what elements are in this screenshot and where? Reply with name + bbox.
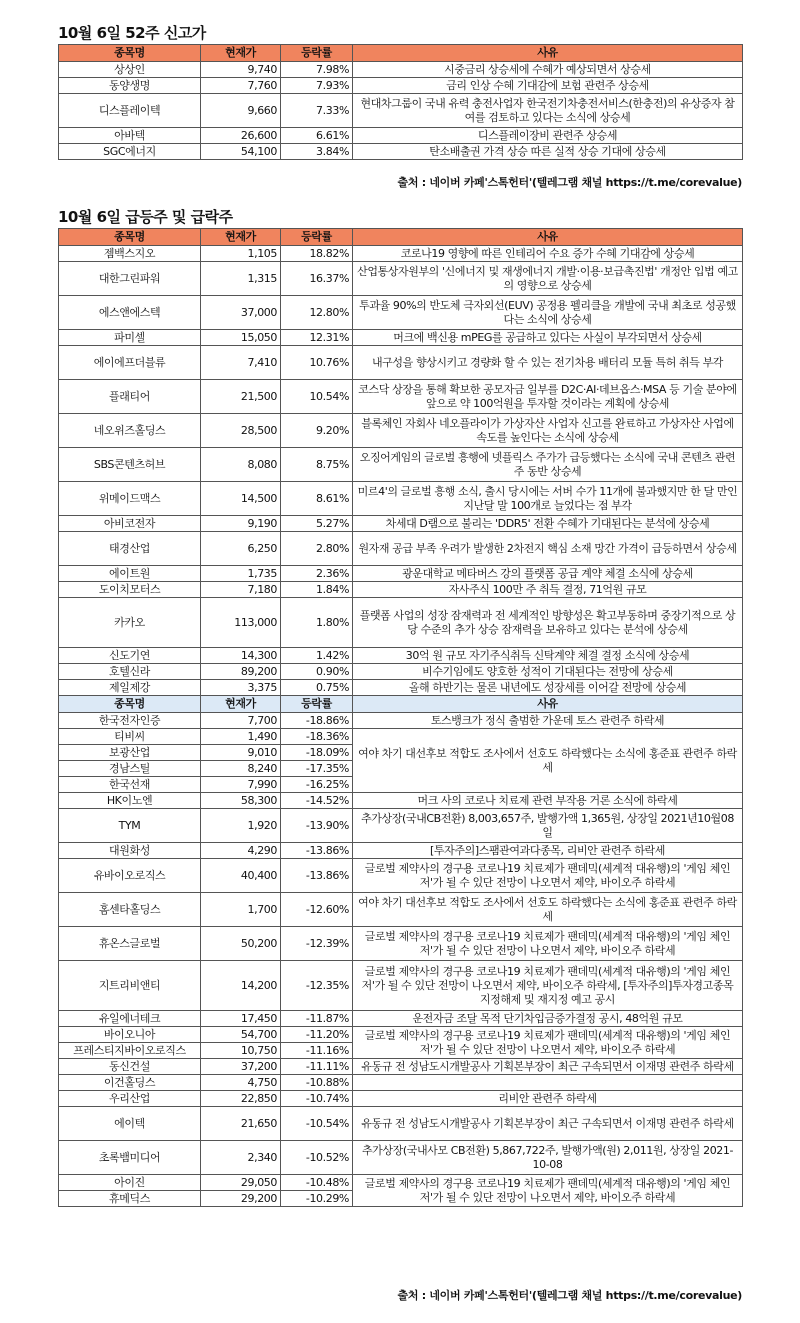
stock-change: 10.76% bbox=[281, 346, 353, 380]
stock-name: HK이노엔 bbox=[59, 793, 201, 809]
stock-reason: 글로벌 제약사의 경구용 코로나19 치료제가 팬데믹(세계적 대유행)의 '게임 체인저'가 될 수 있단 전망이 나오면서 제약, 바이오주 하락세 bbox=[353, 927, 743, 961]
stock-reason: [투자주의]스팸관여과다종목, 리비안 관련주 하락세 bbox=[353, 843, 743, 859]
stock-price: 50,200 bbox=[201, 927, 281, 961]
header-name: 종목명 bbox=[59, 696, 201, 713]
stock-change: 12.31% bbox=[281, 330, 353, 346]
stock-change: 7.33% bbox=[281, 94, 353, 128]
stock-price: 14,500 bbox=[201, 482, 281, 516]
stock-change: -10.29% bbox=[281, 1191, 353, 1207]
section2-title: 10월 6일 급등주 및 급락주 bbox=[58, 208, 233, 226]
stock-name: 도이치모터스 bbox=[59, 582, 201, 598]
stock-name: 에이텍 bbox=[59, 1107, 201, 1141]
table-row bbox=[59, 713, 743, 729]
stock-name: 위메이드맥스 bbox=[59, 482, 201, 516]
stock-change: -13.86% bbox=[281, 859, 353, 893]
stock-reason: 글로벌 제약사의 경구용 코로나19 치료제가 팬데믹(세계적 대유행)의 '게임 체인저'가 될 수 있단 전망이 나오면서 제약, 바이오주 하락세 bbox=[353, 1027, 743, 1059]
stock-price: 28,500 bbox=[201, 414, 281, 448]
stock-name: 에이트원 bbox=[59, 566, 201, 582]
table-row bbox=[59, 78, 743, 94]
stock-name: 프레스티지바이오로직스 bbox=[59, 1043, 201, 1059]
stock-change: 7.93% bbox=[281, 78, 353, 94]
stock-change: -12.39% bbox=[281, 927, 353, 961]
stock-price: 54,700 bbox=[201, 1027, 281, 1043]
table-row bbox=[59, 1027, 743, 1043]
stock-price: 9,010 bbox=[201, 745, 281, 761]
stock-change: 8.75% bbox=[281, 448, 353, 482]
table-row bbox=[59, 961, 743, 1011]
stock-price: 4,750 bbox=[201, 1075, 281, 1091]
stock-price: 22,850 bbox=[201, 1091, 281, 1107]
stock-reason: 코스닥 상장을 통해 확보한 공모자금 일부를 D2C·AI·데브옵스·MSA 등 기술 분야에 앞으로 약 100억원을 투자할 것이라는 계획에 상승세 bbox=[353, 380, 743, 414]
stock-name: SGC에너지 bbox=[59, 144, 201, 160]
stock-reason: 머크 사의 코로나 치료제 관련 부작용 거론 소식에 하락세 bbox=[353, 793, 743, 809]
stock-price: 8,080 bbox=[201, 448, 281, 482]
stock-price: 2,340 bbox=[201, 1141, 281, 1175]
stock-reason: 토스뱅크가 정식 출범한 가운데 토스 관련주 하락세 bbox=[353, 713, 743, 729]
stock-price: 21,500 bbox=[201, 380, 281, 414]
stock-name: 네오위즈홀딩스 bbox=[59, 414, 201, 448]
stock-change: -18.09% bbox=[281, 745, 353, 761]
stock-name: SBS콘텐츠허브 bbox=[59, 448, 201, 482]
stock-reason: 30억 원 규모 자기주식취득 신탁계약 체결 결정 소식에 상승세 bbox=[353, 648, 743, 664]
table-row bbox=[59, 566, 743, 582]
stock-reason: 코로나19 영향에 따른 인테리어 수요 증가 수혜 기대감에 상승세 bbox=[353, 246, 743, 262]
header-price: 현재가 bbox=[201, 696, 281, 713]
stock-reason: 미르4'의 글로벌 흥행 소식, 출시 당시에는 서버 수가 11개에 불과했지만 한 달 만인 지난달 말 100개로 늘었다는 점 부각 bbox=[353, 482, 743, 516]
source-credit: 출처 : 네이버 카페'스톡헌터'(텔레그램 채널 https://t.me/corevalue) bbox=[397, 1289, 742, 1302]
stock-price: 89,200 bbox=[201, 664, 281, 680]
stock-name: 경남스틸 bbox=[59, 761, 201, 777]
stock-change: -12.60% bbox=[281, 893, 353, 927]
stock-change: -13.90% bbox=[281, 809, 353, 843]
table-row bbox=[59, 346, 743, 380]
table-row bbox=[59, 1107, 743, 1141]
stock-price: 7,180 bbox=[201, 582, 281, 598]
stock-reason: 플랫폼 사업의 성장 잠재력과 전 세계적인 방향성은 확고부동하며 중장기적으로 상당 수준의 추가 상승 잠재력을 보유하고 있다는 분석에 상승세 bbox=[353, 598, 743, 648]
stock-change: 1.84% bbox=[281, 582, 353, 598]
stock-reason: 유동규 전 성남도시개발공사 기획본부장이 최근 구속되면서 이재명 관련주 하락세 bbox=[353, 1059, 743, 1075]
stock-name: 젬백스지오 bbox=[59, 246, 201, 262]
stock-reason: 운전자금 조달 목적 단기차입금증가결정 공시, 48억원 규모 bbox=[353, 1011, 743, 1027]
header-name: 종목명 bbox=[59, 229, 201, 246]
stock-change: 2.80% bbox=[281, 532, 353, 566]
stock-reason: 글로벌 제약사의 경구용 코로나19 치료제가 팬데믹(세계적 대유행)의 '게임 체인저'가 될 수 있단 전망이 나오면서 제약, 바이오주 하락세 bbox=[353, 859, 743, 893]
stock-reason: 오징어게임의 글로벌 흥행에 넷플릭스 주가가 급등했다는 소식에 국내 콘텐츠 관련주 동반 상승세 bbox=[353, 448, 743, 482]
stock-price: 21,650 bbox=[201, 1107, 281, 1141]
header-reason: 사유 bbox=[353, 229, 743, 246]
table-row bbox=[59, 532, 743, 566]
stock-reason: 추가상장(국내CB전환) 8,003,657주, 발행가액 1,365원, 상장일 2021년10월08일 bbox=[353, 809, 743, 843]
stock-change: 7.98% bbox=[281, 62, 353, 78]
source-credit: 출처 : 네이버 카페'스톡헌터'(텔레그램 채널 https://t.me/corevalue) bbox=[397, 176, 742, 189]
table-row bbox=[59, 893, 743, 927]
stock-price: 113,000 bbox=[201, 598, 281, 648]
stock-price: 1,920 bbox=[201, 809, 281, 843]
stock-price: 40,400 bbox=[201, 859, 281, 893]
stock-name: 상상인 bbox=[59, 62, 201, 78]
stock-reason: 비수기임에도 양호한 성적이 기대된다는 전망에 상승세 bbox=[353, 664, 743, 680]
table-header bbox=[59, 229, 743, 246]
table-row bbox=[59, 128, 743, 144]
table-header bbox=[59, 45, 743, 62]
table-row bbox=[59, 598, 743, 648]
stock-change: 3.84% bbox=[281, 144, 353, 160]
stock-price: 37,000 bbox=[201, 296, 281, 330]
stock-change: -13.86% bbox=[281, 843, 353, 859]
stock-price: 7,410 bbox=[201, 346, 281, 380]
stock-name: 유일에너테크 bbox=[59, 1011, 201, 1027]
stock-reason: 산업통상자원부의 '신에너지 및 재생에너지 개발·이용·보급촉진법' 개정안 입법 예고의 영향으로 상승세 bbox=[353, 262, 743, 296]
stock-change: 1.42% bbox=[281, 648, 353, 664]
stock-change: 6.61% bbox=[281, 128, 353, 144]
stock-change: -17.35% bbox=[281, 761, 353, 777]
table-row bbox=[59, 414, 743, 448]
stock-reason: 자사주식 100만 주 취득 결정, 71억원 규모 bbox=[353, 582, 743, 598]
stock-name: 티비씨 bbox=[59, 729, 201, 745]
table-row bbox=[59, 94, 743, 128]
stock-price: 9,190 bbox=[201, 516, 281, 532]
stock-name: 태경산업 bbox=[59, 532, 201, 566]
stock-reason: 리비안 관련주 하락세 bbox=[353, 1091, 743, 1107]
table-row bbox=[59, 516, 743, 532]
stock-name: 에스앤에스텍 bbox=[59, 296, 201, 330]
stock-name: 동신건설 bbox=[59, 1059, 201, 1075]
stock-reason: 광운대학교 메타버스 강의 플랫폼 공급 계약 체결 소식에 상승세 bbox=[353, 566, 743, 582]
stock-reason: 추가상장(국내사모 CB전환) 5,867,722주, 발행가액(원) 2,011원, 상장일 2021-10-08 bbox=[353, 1141, 743, 1175]
stock-price: 37,200 bbox=[201, 1059, 281, 1075]
table-row bbox=[59, 729, 743, 745]
table-subheader bbox=[59, 696, 743, 713]
surge-plunge-table bbox=[58, 228, 743, 1207]
stock-name: 유바이오로직스 bbox=[59, 859, 201, 893]
table-row bbox=[59, 330, 743, 346]
stock-change: -16.25% bbox=[281, 777, 353, 793]
stock-change: 0.90% bbox=[281, 664, 353, 680]
stock-price: 7,990 bbox=[201, 777, 281, 793]
table-row bbox=[59, 1175, 743, 1191]
stock-change: 10.54% bbox=[281, 380, 353, 414]
stock-name: 한국전자인증 bbox=[59, 713, 201, 729]
stock-price: 14,200 bbox=[201, 961, 281, 1011]
stock-reason: 글로벌 제약사의 경구용 코로나19 치료제가 팬데믹(세계적 대유행)의 '게임 체인저'가 될 수 있단 전망이 나오면서 제약, 바이오주 하락세 bbox=[353, 1175, 743, 1207]
stock-reason: 투과율 90%의 반도체 극자외선(EUV) 공정용 펠리클을 개발에 국내 최초로 성공했다는 소식에 상승세 bbox=[353, 296, 743, 330]
stock-name: 바이오니아 bbox=[59, 1027, 201, 1043]
stock-reason bbox=[353, 1075, 743, 1091]
stock-price: 7,700 bbox=[201, 713, 281, 729]
header-change: 등락률 bbox=[281, 229, 353, 246]
stock-price: 1,315 bbox=[201, 262, 281, 296]
stock-reason: 디스플레이장비 관련주 상승세 bbox=[353, 128, 743, 144]
table-row bbox=[59, 1011, 743, 1027]
stock-change: 16.37% bbox=[281, 262, 353, 296]
stock-change: 18.82% bbox=[281, 246, 353, 262]
stock-reason: 글로벌 제약사의 경구용 코로나19 치료제가 팬데믹(세계적 대유행)의 '게임 체인저'가 될 수 있단 전망이 나오면서 제약, 바이오주 하락세, [투자주의]투자경고종목 지정해제 및 재지정 예고 공시 bbox=[353, 961, 743, 1011]
table-row bbox=[59, 582, 743, 598]
header-reason: 사유 bbox=[353, 45, 743, 62]
stock-price: 1,700 bbox=[201, 893, 281, 927]
table-row bbox=[59, 809, 743, 843]
table-row bbox=[59, 448, 743, 482]
stock-reason: 여야 차기 대선후보 적합도 조사에서 선호도 하락했다는 소식에 홍준표 관련주 하락세 bbox=[353, 729, 743, 793]
table-row bbox=[59, 859, 743, 893]
stock-name: TYM bbox=[59, 809, 201, 843]
stock-name: 보광산업 bbox=[59, 745, 201, 761]
table-row bbox=[59, 1059, 743, 1075]
stock-price: 29,200 bbox=[201, 1191, 281, 1207]
stock-price: 26,600 bbox=[201, 128, 281, 144]
stock-price: 8,240 bbox=[201, 761, 281, 777]
stock-change: -10.48% bbox=[281, 1175, 353, 1191]
stock-reason: 원자재 공급 부족 우려가 발생한 2차전지 핵심 소재 망간 가격이 급등하면서 상승세 bbox=[353, 532, 743, 566]
stock-reason: 금리 인상 수혜 기대감에 보험 관련주 상승세 bbox=[353, 78, 743, 94]
stock-price: 9,660 bbox=[201, 94, 281, 128]
table-row bbox=[59, 380, 743, 414]
stock-name: 아이진 bbox=[59, 1175, 201, 1191]
stock-price: 9,740 bbox=[201, 62, 281, 78]
table-row bbox=[59, 1091, 743, 1107]
stock-reason: 유동규 전 성남도시개발공사 기획본부장이 최근 구속되면서 이재명 관련주 하락세 bbox=[353, 1107, 743, 1141]
stock-change: -10.52% bbox=[281, 1141, 353, 1175]
stock-name: 아바텍 bbox=[59, 128, 201, 144]
stock-change: -10.54% bbox=[281, 1107, 353, 1141]
table-row bbox=[59, 680, 743, 696]
stock-name: 아비코전자 bbox=[59, 516, 201, 532]
stock-change: -11.16% bbox=[281, 1043, 353, 1059]
stock-change: 9.20% bbox=[281, 414, 353, 448]
stock-price: 10,750 bbox=[201, 1043, 281, 1059]
table-row bbox=[59, 1075, 743, 1091]
table-row bbox=[59, 793, 743, 809]
stock-reason: 차세대 D램으로 불리는 'DDR5' 전환 수혜가 기대된다는 분석에 상승세 bbox=[353, 516, 743, 532]
header-price: 현재가 bbox=[201, 45, 281, 62]
stock-change: -11.87% bbox=[281, 1011, 353, 1027]
stock-price: 4,290 bbox=[201, 843, 281, 859]
stock-price: 15,050 bbox=[201, 330, 281, 346]
stock-name: 우리산업 bbox=[59, 1091, 201, 1107]
stock-price: 1,490 bbox=[201, 729, 281, 745]
stock-reason: 현대차그룹이 국내 유력 충전사업자 한국전기차충전서비스(한충전)의 유상증자 참여를 검토하고 있다는 소식에 상승세 bbox=[353, 94, 743, 128]
stock-name: 휴메딕스 bbox=[59, 1191, 201, 1207]
table-row bbox=[59, 262, 743, 296]
stock-price: 6,250 bbox=[201, 532, 281, 566]
section1-title: 10월 6일 52주 신고가 bbox=[58, 24, 206, 42]
stock-name: 신도기연 bbox=[59, 648, 201, 664]
stock-change: 8.61% bbox=[281, 482, 353, 516]
stock-name: 초록뱀미디어 bbox=[59, 1141, 201, 1175]
stock-change: -11.11% bbox=[281, 1059, 353, 1075]
stock-reason: 블록체인 자회사 네오플라이가 가상자산 사업자 신고를 완료하고 가상자산 사업에 속도를 높인다는 소식에 상승세 bbox=[353, 414, 743, 448]
stock-change: -10.88% bbox=[281, 1075, 353, 1091]
header-price: 현재가 bbox=[201, 229, 281, 246]
stock-name: 동양생명 bbox=[59, 78, 201, 94]
stock-price: 29,050 bbox=[201, 1175, 281, 1191]
header-reason: 사유 bbox=[353, 696, 743, 713]
stock-price: 17,450 bbox=[201, 1011, 281, 1027]
stock-name: 대원화성 bbox=[59, 843, 201, 859]
table-row bbox=[59, 843, 743, 859]
stock-price: 3,375 bbox=[201, 680, 281, 696]
header-name: 종목명 bbox=[59, 45, 201, 62]
table-row bbox=[59, 648, 743, 664]
table-row bbox=[59, 927, 743, 961]
stock-change: 1.80% bbox=[281, 598, 353, 648]
table-row bbox=[59, 144, 743, 160]
table-row bbox=[59, 664, 743, 680]
new-high-table bbox=[58, 44, 743, 160]
header-change: 등락률 bbox=[281, 45, 353, 62]
stock-name: 이건홀딩스 bbox=[59, 1075, 201, 1091]
stock-change: -18.86% bbox=[281, 713, 353, 729]
table-row bbox=[59, 482, 743, 516]
stock-price: 14,300 bbox=[201, 648, 281, 664]
stock-change: -14.52% bbox=[281, 793, 353, 809]
stock-name: 에이에프더블류 bbox=[59, 346, 201, 380]
table-row bbox=[59, 246, 743, 262]
stock-reason: 탄소배출권 가격 상승 따른 실적 상승 기대에 상승세 bbox=[353, 144, 743, 160]
stock-reason: 여야 차기 대선후보 적합도 조사에서 선호도 하락했다는 소식에 홍준표 관련주 하락세 bbox=[353, 893, 743, 927]
stock-name: 플래티어 bbox=[59, 380, 201, 414]
stock-name: 한국선재 bbox=[59, 777, 201, 793]
stock-change: -18.36% bbox=[281, 729, 353, 745]
stock-name: 카카오 bbox=[59, 598, 201, 648]
table-row bbox=[59, 296, 743, 330]
stock-price: 1,735 bbox=[201, 566, 281, 582]
stock-reason: 머크에 백신용 mPEG를 공급하고 있다는 사실이 부각되면서 상승세 bbox=[353, 330, 743, 346]
stock-price: 54,100 bbox=[201, 144, 281, 160]
header-change: 등락률 bbox=[281, 696, 353, 713]
table-row bbox=[59, 62, 743, 78]
stock-change: -11.20% bbox=[281, 1027, 353, 1043]
stock-change: 12.80% bbox=[281, 296, 353, 330]
table-row bbox=[59, 1141, 743, 1175]
stock-change: -10.74% bbox=[281, 1091, 353, 1107]
stock-change: 0.75% bbox=[281, 680, 353, 696]
stock-reason: 내구성을 향상시키고 경량화 할 수 있는 전기차용 배터리 모듈 특허 취득 부각 bbox=[353, 346, 743, 380]
stock-change: -12.35% bbox=[281, 961, 353, 1011]
stock-price: 1,105 bbox=[201, 246, 281, 262]
stock-name: 디스플레이텍 bbox=[59, 94, 201, 128]
stock-name: 홈센타홀딩스 bbox=[59, 893, 201, 927]
stock-name: 파미셀 bbox=[59, 330, 201, 346]
stock-name: 휴온스글로벌 bbox=[59, 927, 201, 961]
stock-reason: 시중금리 상승세에 수혜가 예상되면서 상승세 bbox=[353, 62, 743, 78]
stock-change: 5.27% bbox=[281, 516, 353, 532]
stock-change: 2.36% bbox=[281, 566, 353, 582]
stock-name: 대한그린파워 bbox=[59, 262, 201, 296]
stock-name: 지트리비앤티 bbox=[59, 961, 201, 1011]
stock-name: 호텔신라 bbox=[59, 664, 201, 680]
stock-price: 7,760 bbox=[201, 78, 281, 94]
stock-reason: 올해 하반기는 물론 내년에도 성장세를 이어갈 전망에 상승세 bbox=[353, 680, 743, 696]
stock-price: 58,300 bbox=[201, 793, 281, 809]
stock-name: 제일제강 bbox=[59, 680, 201, 696]
